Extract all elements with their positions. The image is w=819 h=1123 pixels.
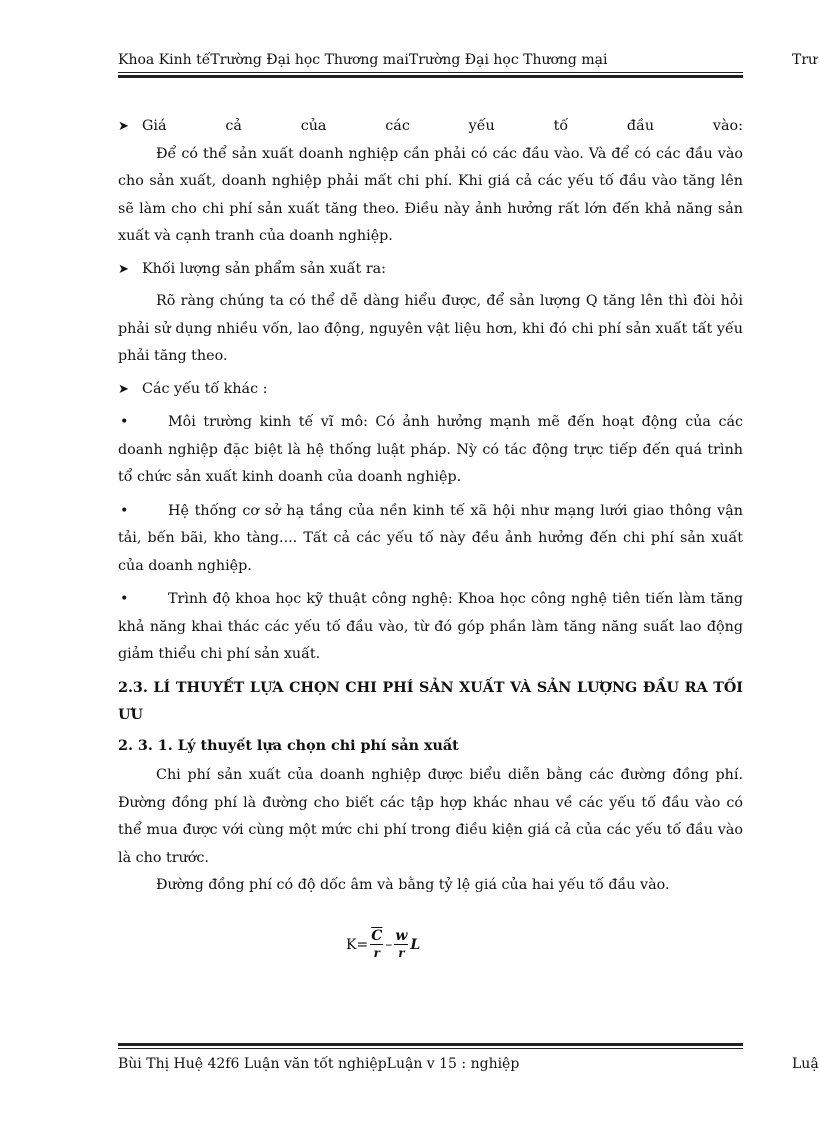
- header-right-text: Trư: [792, 52, 818, 68]
- list-item-macro-environment: • Môi trường kinh tế vĩ mô: Có ảnh hưởng mạnh mẽ đến hoạt động của các doanh nghiệp đặc biệt là hệ thống luật pháp. Nỳ có tác động trực tiếp đến quá trình tổ chức sản xuất kinh doanh của doanh nghiệp.: [118, 409, 743, 492]
- footer-rule-thin: [118, 1048, 743, 1049]
- bullet-input-prices: [118, 113, 743, 141]
- formula-fraction-c-over-r: $\frac{\overline{C}}{r}$: [371, 928, 383, 960]
- arrow-bullet-icon: ➤: [118, 381, 129, 397]
- header-text: Khoa Kinh tếTrường Đại học Thương maiTrường Đại học Thương mại: [118, 52, 608, 68]
- formula-minus: –: [385, 936, 393, 953]
- bullet-dot-icon: •: [120, 591, 129, 607]
- bullet-output-volume: ➤ Khối lượng sản phẩm sản xuất ra:: [118, 256, 743, 284]
- formula-lhs: K=: [346, 936, 369, 953]
- isocost-formula: [346, 928, 420, 961]
- arrow-bullet-icon: ➤: [118, 261, 129, 277]
- header-rule-thin: [118, 72, 743, 73]
- list-item-technology: • Trình độ khoa học kỹ thuật công nghệ: Khoa học công nghệ tiên tiến làm tăng khả năng khai thác các yếu tố đầu vào, từ đó góp phần làm tăng năng suất lao động giảm thiểu chi phí sản xuất.: [118, 586, 743, 669]
- footer-right-text: Luậ: [792, 1056, 819, 1072]
- footer-rule-thick: [118, 1043, 743, 1046]
- list-item-infrastructure: • Hệ thống cơ sở hạ tầng của nền kinh tế xã hội như mạng lưới giao thông vận tải, bến bãi, kho tàng.... Tất cả các yếu tố này đều ảnh hưởng đến chi phí sản xuất của doanh nghiệp.: [118, 498, 743, 581]
- footer-text: Bùi Thị Huệ 42f6 Luận văn tốt nghiệpLuận v 15 : nghiệp: [118, 1056, 520, 1072]
- arrow-bullet-icon: ➤: [118, 119, 129, 134]
- bullet-dot-icon: •: [120, 414, 129, 430]
- bullet-other-factors: ➤ Các yếu tố khác :: [118, 376, 743, 404]
- header-rule-thick: [118, 75, 743, 78]
- formula-fraction-w-over-r: $\frac{w}{r}$: [395, 928, 408, 960]
- bullet-input-prices-text: Giá cả của các yếu tố đầu vào:: [142, 118, 743, 134]
- bullet-dot-icon: •: [120, 502, 129, 519]
- formula-tail: L: [410, 936, 421, 953]
- paragraph-isocost: Chi phí sản xuất của doanh nghiệp được biểu diễn bằng các đường đồng phí. Đường đồng phí là đường cho biết các tập hợp khác nhau về các yếu tố đầu vào có thể mua được với cùng một mức chi phí trong điều kiện giá cả của các yếu tố đầu vào là cho trước.: [118, 767, 743, 866]
- page-body: [118, 108, 743, 900]
- paragraph-input-prices: Để có thể sản xuất doanh nghiệp cần phải có các đầu vào. Và để có các đầu vào cho sản xuất, doanh nghiệp phải mất chi phí. Khi giá cả các yếu tố đầu vào tăng lên sẽ làm cho chi phí sản xuất tăng theo. Điều này ảnh hưởng rất lớn đến khả năng sản xuất và cạnh tranh của doanh nghiệp.: [118, 145, 743, 244]
- paragraph-isocost-slope: Đường đồng phí có độ dốc âm và bằng tỷ lệ giá của hai yếu tố đầu vào.: [156, 877, 670, 893]
- section-heading: 2.3. LÍ THUYẾT LỰA CHỌN CHI PHÍ SẢN XUẤT VÀ SẢN LƯỢNG ĐẦU RA TỐI ƯU: [118, 679, 743, 723]
- subsection-heading: 2. 3. 1. Lý thuyết lựa chọn chi phí sản xuất: [118, 737, 459, 754]
- paragraph-output-volume: Rõ ràng chúng ta có thể dễ dàng hiểu được, để sản lượng Q tăng lên thì đòi hỏi phải sử dụng nhiều vốn, lao động, nguyên vật liệu hơn, khi đó chi phí sản xuất tất yếu phải tăng theo.: [118, 293, 743, 364]
